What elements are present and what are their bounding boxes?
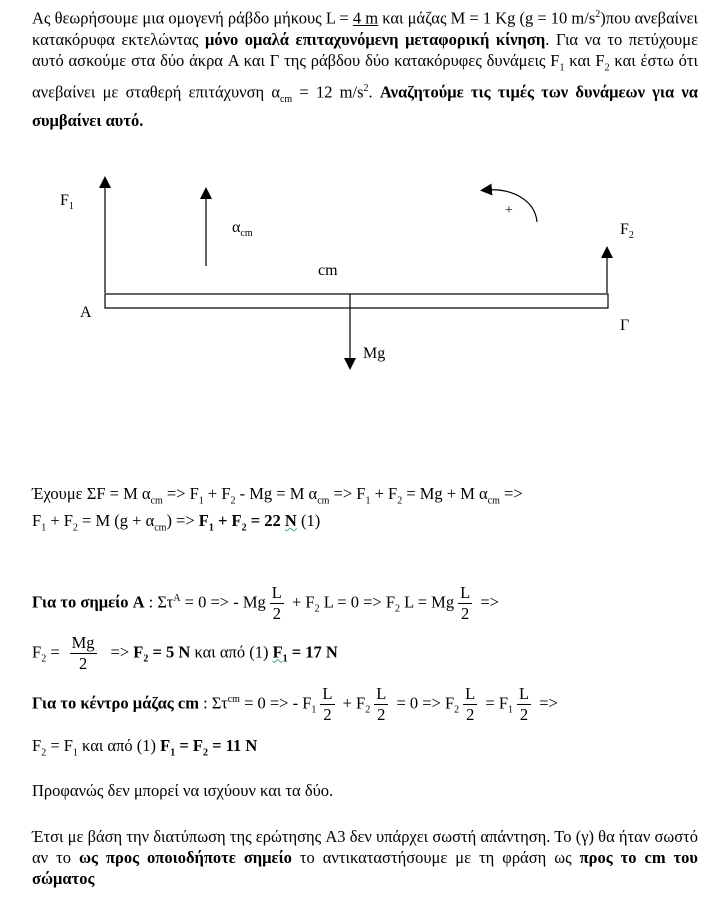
final-paragraph: Έτσι με βάση την διατύπωση της ερώτησης A3 δεν υπάρχει σωστή απάντηση. Το (γ) θα ήταν σωστό αν το ως προς οποιοδήποτε σημείο το αντικαταστήσουμε με τη φράση ως προς το cm του σώματος: [32, 827, 698, 888]
torque-cm-line1: Για το κέντρο μάζας cm : $\Sigma\tau^{cm} = 0$ => - $F_1$ $\frac{L}{2}$ + $F_2$ $\frac{L}{2}$ = $0 => F_2$ $\frac{L}{2}$ = $F_1$ $\frac{L}{2}$ =>: [32, 684, 558, 724]
plus-sign: +: [505, 203, 513, 218]
torque-cm-line2: $F_2 = F_1$ και από (1) $F_1 = F_2 = 11$ N: [32, 736, 258, 759]
point-g-label: Γ: [620, 317, 630, 334]
force-f2-label: $F_2$: [620, 221, 634, 241]
torque-point-a-line1: Για το σημείο A : $\Sigma\tau^A = 0$ => - Mg $\frac{L}{2}$ + $F_2$ $L = 0 => F_2$ L = Mg $\frac{L}{2}$ =>: [32, 583, 499, 623]
newton-equation-line1: Έχουμε ΣF = M $\alpha_{cm} => F_1 + F_2 - Mg = M$ $\alpha_{cm} => F_1 + F_2 = Mg + M$ $\alpha_{cm}$ =>: [32, 484, 523, 507]
weight-label: Mg: [363, 345, 386, 362]
rod: [105, 294, 608, 308]
point-a-label: A: [80, 304, 92, 321]
newton-equation-line2: $F_1 + F_2 = M$ $(g + \alpha_{cm}) => F_1 + F_2 = 22$ N (1): [32, 511, 321, 534]
rod-diagram: [0, 170, 715, 380]
acm-label: $\alpha_{cm}$: [232, 219, 253, 239]
torque-point-a-line2: $F_2$ = $\frac{Mg}{2}$ => $F_2 = 5$ N και από (1) $F_1 = 17$ N: [32, 633, 338, 673]
cm-label: cm: [318, 262, 338, 279]
conclusion-line: Προφανώς δεν μπορεί να ισχύουν και τα δύο.: [32, 781, 334, 800]
intro-paragraph: Ας θεωρήσουμε μια ομογενή ράβδο μήκους L = 4 m και μάζας M = 1 Kg (g = 10 $m/s^2)\pi o\upsilon$ ανεβαίνει κατακόρυφα εκτελώντας μόνο ομαλά επιταχυνόμενη μεταφορική κίνηση. Για να το πετύχουμε αυτό ασκούμε στα δύο άκρα A και Γ της ράβδου δύο κατακόρυφες δυνάμεις $F_1$ και $F_2$ και έστω ότι ανεβαίνει με σταθερή επιτάχυνση $\alpha_{cm} = 12$ $m/s^2$. Αναζητούμε τις τιμές των δυνάμεων για να συμβαίνει αυτό.: [32, 8, 699, 130]
force-f1-label: $F_1$: [60, 192, 74, 212]
